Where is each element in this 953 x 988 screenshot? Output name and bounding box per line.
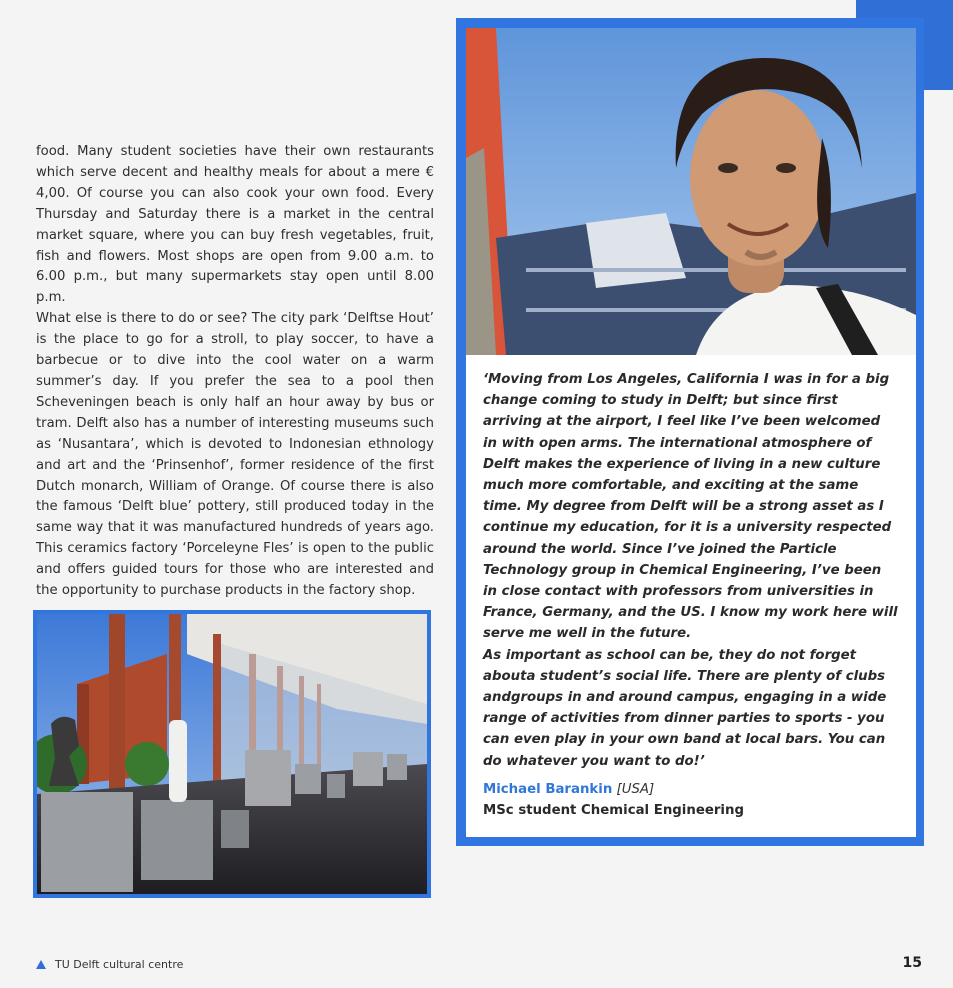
cultural-centre-photo — [33, 610, 431, 898]
footer-section — [36, 958, 183, 971]
student-role: MSc student Chemical Engineering — [483, 803, 744, 819]
triangle-icon — [36, 960, 46, 969]
student-portrait-photo — [466, 28, 916, 355]
student-name: Michael Barankin — [483, 781, 613, 797]
testimonial-card — [456, 18, 924, 846]
quote-paragraph-1: ‘Moving from Los Angeles, California I was in for a big change coming to study in Delft; but since first arriving at the airport, I feel like I’ve been welcomed in with open arms. The international atmosphere of Delft makes the experience of living in a new culture much more comfortable, and exciting at the same time. My degree from Delft will be a strong asset as I continue my education, for it is a university respected around the world. Since I’ve joined the Particle Technology group in Chemical Engineering, I’ve been in close contact with professors from universities in France, Germany, and the US. I know my work here will serve me well in the future. — [483, 372, 898, 642]
signature — [483, 779, 898, 821]
testimonial-quote — [483, 369, 898, 772]
quote-box — [466, 355, 916, 837]
page-number: 15 — [902, 955, 922, 971]
corner-notch — [928, 90, 953, 260]
article-paragraph-1: food. Many student societies have their own restaurants which serve decent and healthy meals for about a mere € 4,00. Of course you can also cook your own food. Every Thursday and Saturday there is a market in the central market square, where you can buy fresh vegetables, fruit, fish and flowers. Most shops are open from 9.00 a.m. to 6.00 p.m., but many supermarkets stay open until 8.00 p.m. — [36, 144, 434, 306]
article-paragraph-2: What else is there to do or see? The city park ‘Delftse Hout’ is the place to go for a stroll, to play soccer, to have a barbecue or to dive into the cool water on a warm summer’s day. If you prefer the sea to a pool then Scheveningen beach is only half an hour away by bus or tram. Delft also has a number of interesting museums such as ‘Nusantara’, which is devoted to Indonesian ethnology and art and the ‘Prinsenhof’, former residence of the first Dutch monarch, William of Orange. Of course there is also the famous ‘Delft blue’ pottery, still produced today in the same way that it was manufactured hundreds of years ago. This ceramics factory ‘Porceleyne Fles’ is open to the public and offers guided tours for those who are interested and the opportunity to purchase products in the factory shop. — [36, 311, 434, 599]
cultural-centre-illustration — [37, 614, 427, 894]
portrait-illustration — [466, 28, 916, 355]
student-country: [USA] — [616, 781, 655, 797]
footer-section-label: TU Delft cultural centre — [55, 958, 184, 971]
article-body — [36, 142, 434, 602]
quote-paragraph-2: As important as school can be, they do not forget abouta student’s social life. There are plenty of clubs andgroups in and around campus, engaging in a wide range of activities from dinner parties to sports - you can even play in your own band at local bars. You can do whatever you want to do!’ — [483, 647, 887, 769]
